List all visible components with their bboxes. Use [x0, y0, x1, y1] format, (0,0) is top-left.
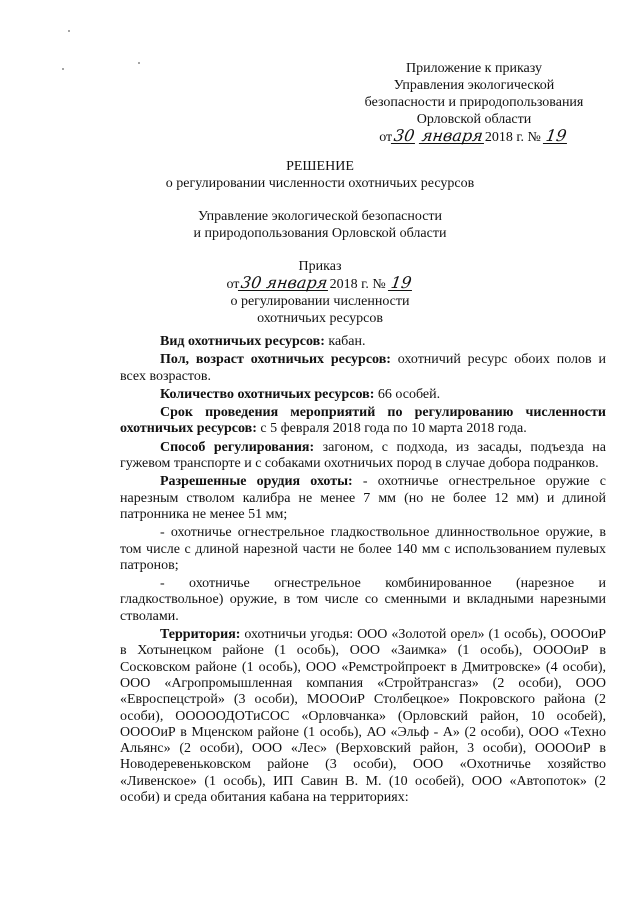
weapons-label: Разрешенные орудия охоты:: [160, 474, 353, 490]
order-heading: Приказ: [298, 259, 342, 274]
appendix-header: [360, 60, 588, 146]
appendix-line: безопасности и природопользования: [364, 95, 584, 110]
order-about: о регулировании численности: [230, 294, 410, 309]
order-block: [100, 258, 540, 327]
species-value: кабан.: [324, 334, 366, 349]
species-label: Вид охотничьих ресурсов:: [160, 334, 325, 349]
weapons-item-smoothbore: - охотничье огнестрельное гладкоствольное длинноствольное оружие, в том числе с длиной нарезной части не более 140 мм с использованием пулевых патронов;: [120, 525, 606, 573]
organization-block: [100, 208, 540, 242]
decision-title: РЕШЕНИЕ: [286, 159, 354, 174]
order-date-prefix: от: [226, 277, 240, 292]
decision-body: [120, 334, 606, 808]
territory-label: Территория:: [160, 627, 241, 643]
handwritten-number: 19: [389, 273, 413, 292]
handwritten-date: 30 января: [240, 273, 330, 292]
appendix-line: Приложение к приказу: [406, 61, 542, 76]
appendix-date-line: [360, 128, 588, 146]
weapons-item-combined: - охотничье огнестрельное комбинированное (нарезное и гладкоствольное) оружие, в том числе со сменными и вкладными нарезными стволами.: [120, 576, 606, 624]
term-paragraph: [120, 405, 606, 438]
weapons-value: - охотничье огнестрельное оружие с нарезным стволом калибра не менее 7 мм (но не более 12 мм) и длиной патронника не менее 51 мм;: [120, 474, 606, 522]
count-paragraph: [120, 387, 606, 403]
territory-value: охотничьи угодья: ООО «Золотой орел» (1 особь), ООООиР в Хотынецком районе (1 особь), ООО «Заимка» (1 особь), ООООиР в Сосковском районе (1 особь), ООО «Ремстройпроект в Дмитровске» (4 особи), ООО «Агропромышленная компания «Стройтрансгаз» (2 особи), ООО «Евроспецстрой» (3 особи), МОООиР Столбецкое» Покровского района (2 особи), ОООООДОТиСОС «Орловчанка» (Орловский район, 10 особей), ООООиР в Мценском районе (1 особь), АО «Эльф - А» (2 особи), ООО «Техно Альянс» (2 особи), ООО «Лес» (Верховский район, 3 особи), ООООиР в Новодеревеньковском районе (3 особи), ООО «Охотничье хозяйство «Ливенское» (1 особь), ИП Савин В. М. (10 особей), ООО «Автопоток» (2 особи) и среда обитания кабана на территориях:: [120, 627, 606, 806]
method-paragraph: [120, 440, 606, 473]
appendix-date-prefix: от: [379, 130, 393, 145]
handwritten-number: 19: [545, 126, 569, 145]
order-date-line: [100, 275, 540, 293]
scan-speck: [62, 68, 64, 70]
appendix-line: Орловской области: [416, 112, 532, 127]
decision-subtitle: о регулировании численности охотничьих ресурсов: [165, 176, 475, 191]
sex-age-value: охотничий ресурс обоих полов и всех возрастов.: [120, 352, 606, 384]
handwritten-month: января: [420, 126, 485, 145]
scan-speck: [68, 30, 70, 32]
organization-line: Управление экологической безопасности: [197, 209, 443, 224]
method-value: загоном, с подхода, из засады, подъезда на гужевом транспорте и с собаками охотничьих пород в случае добора подранков.: [120, 439, 606, 472]
method-label: Способ регулирования:: [160, 439, 315, 455]
sex-age-label: Пол, возраст охотничьих ресурсов:: [160, 352, 391, 368]
order-year: 2018 г. №: [329, 277, 386, 292]
decision-title-block: [100, 158, 540, 192]
order-about: охотничьих ресурсов: [257, 311, 383, 326]
handwritten-day: 30: [392, 126, 416, 145]
count-value: 66 особей.: [374, 386, 441, 402]
weapons-paragraph: [120, 474, 606, 523]
species-paragraph: [120, 334, 606, 350]
appendix-line: Управления экологической: [393, 78, 555, 93]
organization-line: и природопользования Орловской области: [193, 226, 447, 241]
count-label: Количество охотничьих ресурсов:: [160, 386, 375, 402]
sex-age-paragraph: [120, 352, 606, 385]
territory-paragraph: [120, 627, 606, 806]
appendix-year: 2018 г. №: [484, 130, 541, 145]
scan-speck: [138, 62, 140, 64]
term-value: с 5 февраля 2018 года по 10 марта 2018 года.: [256, 421, 527, 437]
term-label: Срок проведения мероприятий по регулированию численности охотничьих ресурсов:: [120, 405, 606, 437]
